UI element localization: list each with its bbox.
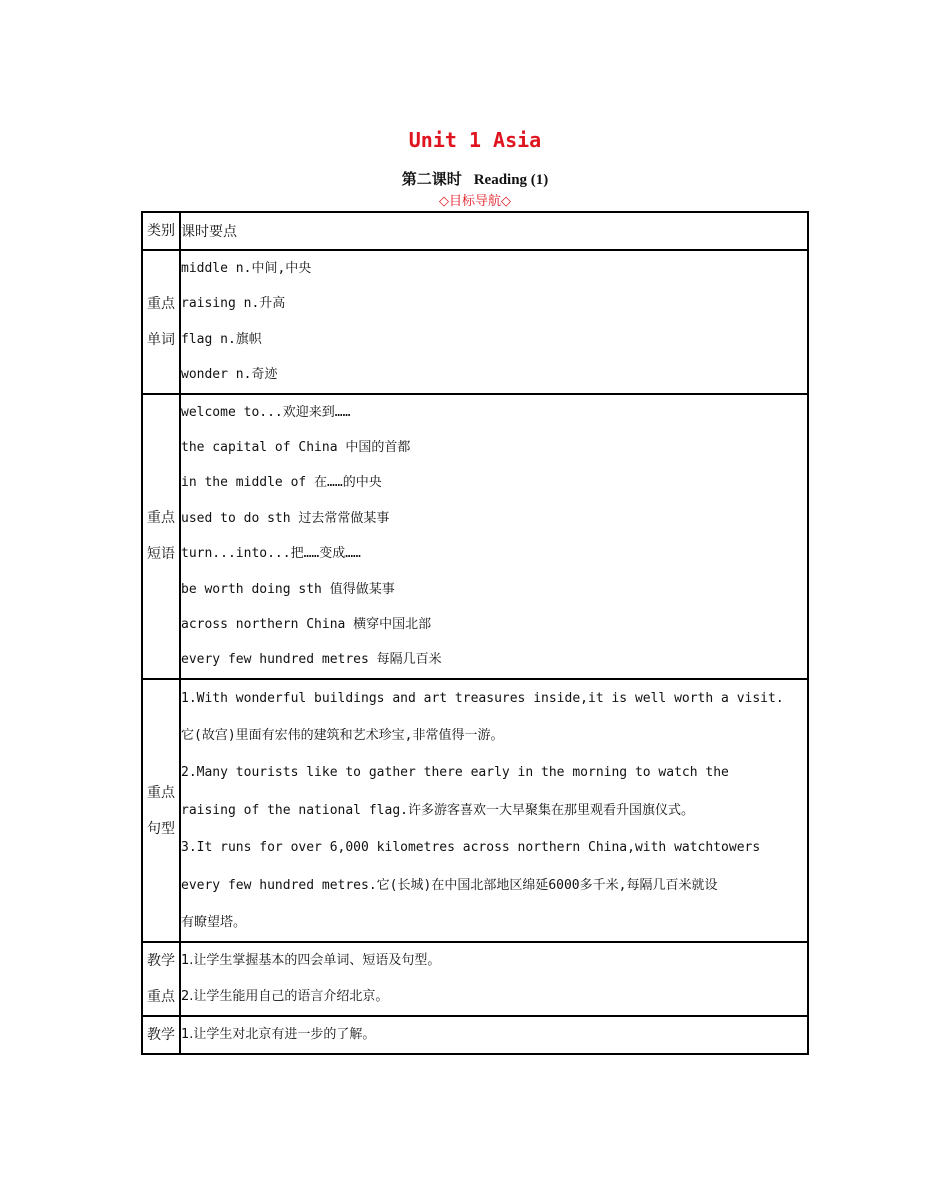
list-item: flag n.旗帜	[181, 331, 262, 347]
list-item: be worth doing sth 值得做某事	[181, 581, 395, 597]
table-row-key-words	[142, 250, 808, 394]
content-cell	[180, 679, 808, 943]
list-item: raising of the national flag.许多游客喜欢一大早聚集在那里观看升国旗仪式。	[181, 802, 694, 818]
table-row-teaching-goal	[142, 1016, 808, 1054]
goal-guide-label: ◇目标导航◇	[439, 194, 511, 209]
list-item: used to do sth 过去常常做某事	[181, 510, 390, 526]
category-label: 短语	[147, 546, 175, 563]
category-cell	[142, 250, 180, 394]
lesson-plan-table	[141, 211, 809, 1055]
list-item: raising n.升高	[181, 296, 286, 312]
list-item: 2.Many tourists like to gather there early in the morning to watch the	[181, 765, 729, 781]
category-label: 重点	[147, 510, 175, 527]
category-label: 单词	[147, 331, 175, 348]
content-cell	[180, 1016, 808, 1054]
header-category: 类别	[142, 212, 180, 250]
table-row-key-sentences	[142, 679, 808, 943]
category-label: 句型	[147, 820, 175, 837]
list-item: 2.让学生能用自己的语言介绍北京。	[181, 989, 389, 1005]
lesson-subtitle	[0, 168, 950, 189]
header-content: 课时要点	[180, 212, 808, 250]
list-item: 它(故宫)里面有宏伟的建筑和艺术珍宝,非常值得一游。	[181, 728, 504, 744]
category-label: 重点	[147, 989, 175, 1006]
list-item: 有瞭望塔。	[181, 915, 247, 931]
category-label: 重点	[147, 295, 175, 312]
content-cell	[180, 394, 808, 679]
list-item: 1.让学生对北京有进一步的了解。	[181, 1027, 376, 1043]
list-item: in the middle of 在……的中央	[181, 475, 382, 491]
content-cell	[180, 942, 808, 1016]
list-item: middle n.中间,中央	[181, 261, 312, 276]
category-cell	[142, 679, 180, 943]
list-item: every few hundred metres.它(长城)在中国北部地区绵延6000多千米,每隔几百米就设	[181, 877, 718, 893]
table-header-row	[142, 212, 808, 250]
list-item: turn...into...把……变成……	[181, 546, 361, 562]
lesson-section: Reading (1)	[473, 172, 549, 188]
category-label: 教学	[147, 953, 175, 970]
list-item: wonder n.奇迹	[181, 367, 278, 383]
table-row-key-phrases	[142, 394, 808, 679]
category-cell	[142, 942, 180, 1016]
list-item: every few hundred metres 每隔几百米	[181, 652, 442, 668]
list-item: welcome to...欢迎来到……	[181, 404, 351, 420]
list-item: the capital of China 中国的首都	[181, 439, 411, 455]
table-row-teaching-focus	[142, 942, 808, 1016]
category-label: 重点	[147, 784, 175, 801]
page-title: Unit 1 Asia	[408, 128, 542, 152]
list-item: 1.With wonderful buildings and art treasures inside,it is well worth a visit.	[181, 690, 784, 706]
content-cell	[180, 250, 808, 394]
category-cell	[142, 1016, 180, 1054]
category-label: 教学	[147, 1027, 175, 1044]
category-cell	[142, 394, 180, 679]
list-item: 3.It runs for over 6,000 kilometres across northern China,with watchtowers	[181, 840, 761, 856]
lesson-number: 第二课时	[401, 172, 462, 188]
list-item: 1.让学生掌握基本的四会单词、短语及句型。	[181, 953, 441, 969]
list-item: across northern China 横穿中国北部	[181, 616, 432, 632]
